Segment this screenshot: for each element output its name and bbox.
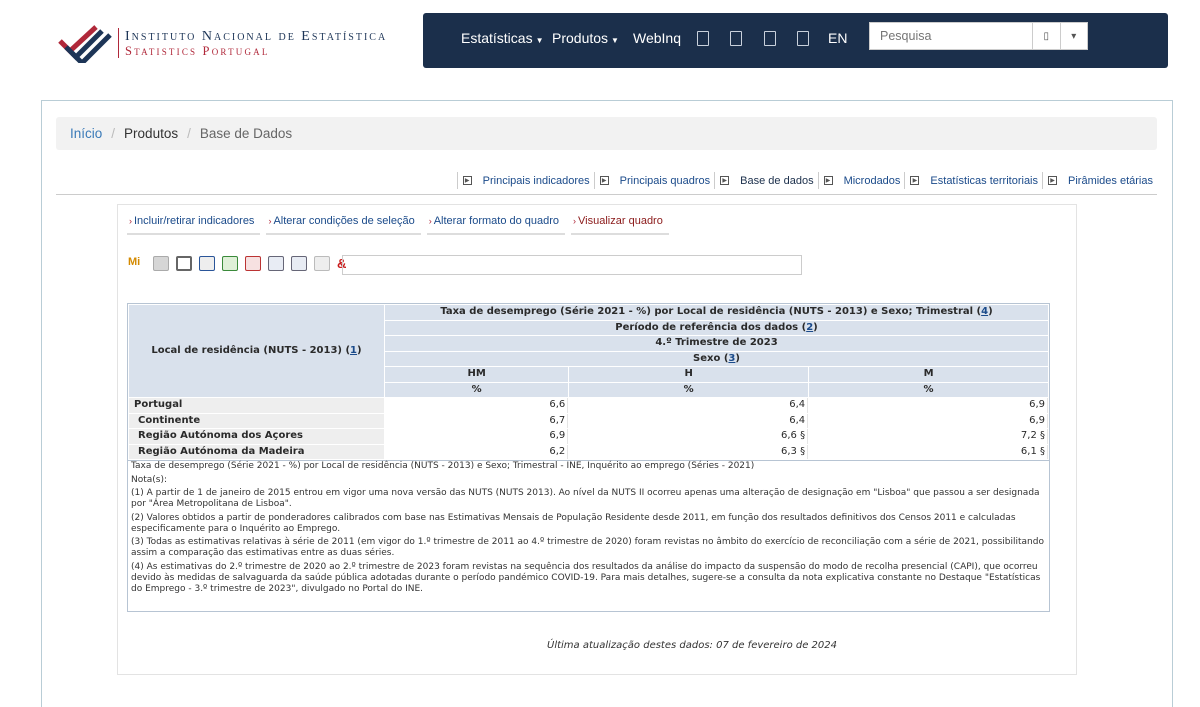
notes-block [127,461,1050,612]
cell: 6,9 [809,398,1048,413]
trimestre-header: 4.º Trimestre de 2023 [385,336,1048,351]
tab-microdados[interactable]: ▶ Microdados [818,172,901,189]
table-row [129,429,1048,444]
breadcrumb-separator: / [187,126,191,141]
folder-icon[interactable] [153,256,169,271]
arrow-box-icon: ▶ [824,176,833,185]
export-xml-icon[interactable] [268,256,284,271]
tab-base-de-dados[interactable]: ▶ Base de dados [714,172,813,189]
arrow-box-icon: ▶ [720,176,729,185]
tab-piramides-etarias[interactable]: ▶ Pirâmides etárias [1042,172,1153,189]
cell: 6,2 [385,445,568,460]
cell: 6,6 [385,398,568,413]
col-header: HM [385,367,568,382]
note-4: (4) As estimativas do 2.º trimestre de 2020 ao 2.º trimestre de 2023 foram revistas na sequência dos resultados da análise do impacto da suspensão do modo de recolha presencial (CAPI), que ocorreu devido às medidas de salvaguarda da saúde pública adotadas durante o período pandémico COVID-19. Para mais detalhes, sugere-se a consulta da nota explicativa constante no Destaque "Estatísticas do Emprego - 3.º trimestre de 2023", divulgado no Portal do INE. [131,561,1041,594]
tab-principais-quadros[interactable]: ▶ Principais quadros [594,172,711,189]
cell: 6,3 § [569,445,808,460]
arrow-box-icon: ▶ [600,176,609,185]
logo-divider [118,28,119,58]
toolbar [128,256,360,271]
chevron-down-icon: ▼ [535,36,544,45]
row-label: Continente [129,414,384,429]
ine-logo-icon [56,23,114,63]
data-table [127,303,1050,461]
breadcrumb-base-dados: Base de Dados [199,126,293,141]
tab-principais-indicadores[interactable]: ▶ Principais indicadores [457,172,590,189]
cell: 6,4 [569,414,808,429]
save-icon[interactable] [176,256,192,271]
export-csv-icon[interactable] [291,256,307,271]
ine-logo[interactable] [56,22,426,64]
chevron-right-icon: › [428,216,432,226]
nav-produtos[interactable]: Produtos ▼ [552,30,619,46]
note-2: (2) Valores obtidos a partir de ponderadores calibrados com base nas Estimativas Mensais de População Residente desde 2011, em função dos resultados definitivos dos Censos 2011 e calculadas especificamente para o Inquérito ao Emprego. [131,512,1016,534]
nav-square-icon-1[interactable] [697,31,709,46]
table-row [129,398,1048,413]
arrow-box-icon: ▶ [910,176,919,185]
chevron-down-icon: ▼ [611,36,619,45]
col-header: H [569,367,808,382]
note-link-4[interactable]: 4 [981,306,989,317]
table-row [129,414,1048,429]
query-subtabs [127,209,675,235]
unit-header: % [569,383,808,398]
cell: 7,2 § [809,429,1048,444]
divider [56,194,1157,195]
nav-webinq[interactable]: WebInq [633,30,681,46]
subtab-alterar-condicoes[interactable]: › Alterar condições de seleção [266,209,420,235]
cell: 6,7 [385,414,568,429]
product-tabs [453,172,1153,189]
note-link-2[interactable]: 2 [806,321,814,333]
cell: 6,1 § [809,445,1048,460]
metainfo-icon[interactable]: Mi [128,256,141,268]
subtab-alterar-formato[interactable]: › Alterar formato do quadro [427,209,565,235]
periodo-header: Período de referência dos dados (2) [385,321,1048,336]
note-link-1[interactable]: 1 [350,344,358,356]
subtab-incluir-retirar[interactable]: › Incluir/retirar indicadores [127,209,260,235]
link-icon[interactable]: & [337,256,347,271]
breadcrumb-separator: / [111,126,116,141]
chevron-right-icon: › [268,216,272,226]
search-box [869,22,1088,50]
print-icon[interactable] [199,256,215,271]
col-header: M [809,367,1048,382]
row-label: Região Autónoma da Madeira [129,445,384,460]
export-pdf-icon[interactable] [245,256,261,271]
nav-square-icon-3[interactable] [764,31,776,46]
cell: 6,9 [809,414,1048,429]
source-note: Taxa de desemprego (Série 2021 - %) por Local de residência (NUTS - 2013) e Sexo; Trimestral - INE, Inquérito ao emprego (Séries - 2021) [131,461,755,471]
table-row [129,445,1048,460]
search-input[interactable] [870,23,1032,49]
cell: 6,9 [385,429,568,444]
nav-square-icon-2[interactable] [730,31,742,46]
search-button[interactable]: ▯ [1032,23,1060,49]
table-title: Taxa de desemprego (Série 2021 - %) por Local de residência (NUTS - 2013) e Sexo; Trimestral (4) [385,305,1048,320]
breadcrumb-inicio[interactable]: Início [70,126,103,141]
chart-icon[interactable] [314,256,330,271]
notes-label: Nota(s): [131,474,168,485]
nav-square-icon-4[interactable] [797,31,809,46]
export-excel-icon[interactable] [222,256,238,271]
subtab-visualizar-quadro[interactable]: › Visualizar quadro [571,209,669,235]
breadcrumb [56,117,1157,150]
last-update: Última atualização destes dados: 07 de fevereiro de 2024 [547,640,837,651]
arrow-box-icon: ▶ [1048,176,1057,185]
cell: 6,4 [569,398,808,413]
arrow-box-icon: ▶ [463,176,472,185]
nav-estatisticas[interactable]: Estatísticas ▼ [461,30,544,46]
row-header: Local de residência (NUTS - 2013) (1) [129,305,384,397]
note-1: (1) A partir de 1 de janeiro de 2015 entrou em vigor uma nova versão das NUTS (NUTS 2013). Ao nível da NUTS II ocorreu apenas uma alteração de designação em "Lisboa" que passou a ser designada por "Área Metropolitana de Lisboa". [131,488,1040,509]
cell: 6,6 § [569,429,808,444]
row-label: Portugal [129,398,384,413]
sexo-header: Sexo (3) [385,352,1048,367]
unit-header: % [809,383,1048,398]
row-label: Região Autónoma dos Açores [129,429,384,444]
note-link-3[interactable]: 3 [728,352,736,364]
chevron-right-icon: › [573,216,577,226]
logo-subtitle: Statistics Portugal [125,43,270,58]
language-toggle[interactable]: EN [828,30,848,46]
search-options-button[interactable]: ▾ [1060,23,1088,49]
tab-estatisticas-territoriais[interactable]: ▶ Estatísticas territoriais [904,172,1038,189]
note-3: (3) Todas as estimativas relativas à série de 2011 (em vigor do 1.º trimestre de 2011 ao 4.º trimestre de 2020) foram revistas no âmbito do exercício de reconciliação com a série de 2021, possibilitando assim a comparação das estimativas entre as duas séries. [131,537,1044,558]
top-navbar [423,13,1168,68]
logo-title: Instituto Nacional de Estatística [125,28,388,44]
breadcrumb-produtos[interactable]: Produtos [124,126,179,141]
url-field[interactable] [342,255,802,275]
chevron-right-icon: › [129,216,132,226]
unit-header: % [385,383,568,398]
